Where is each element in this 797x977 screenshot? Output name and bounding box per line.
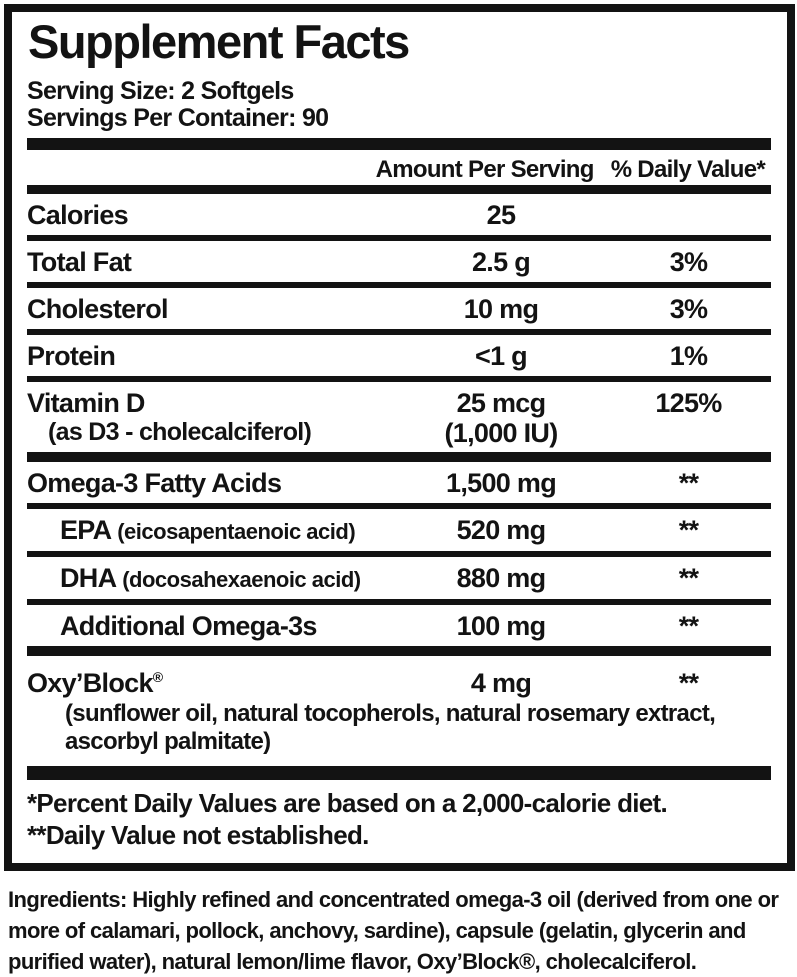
footnote-percent-dv: *Percent Daily Values are based on a 2,000-calorie diet. [27,787,668,818]
nutrient-amount: 2.5 g [471,246,531,277]
nutrient-name: Total Fat [27,246,132,277]
serving-size-line: Serving Size: 2 Softgels [27,76,294,105]
nutrient-daily-value: ** [678,562,699,593]
nutrient-amount: 880 mg [456,562,546,593]
serving-info [27,78,771,132]
nutrient-name-note: (eicosapentaenoic acid) [117,518,356,544]
row-oxyblock [27,656,771,703]
row-cholesterol [27,288,771,329]
amount-iu-note: (1,000 IU) [444,417,558,448]
nutrient-daily-value: 3% [669,246,708,277]
daily-value-column-header: % Daily Value* [610,155,765,183]
registered-trademark-symbol: ® [152,668,164,685]
row-total-fat [27,241,771,282]
nutrient-amount: 520 mg [456,514,546,545]
nutrient-amount: 100 mg [456,610,546,641]
nutrient-amount: 4 mg [470,667,532,698]
nutrient-name: Omega-3 Fatty Acids [27,467,282,498]
row-dha [27,557,771,599]
nutrient-name: Calories [27,199,128,230]
nutrient-amount: 1,500 mg [446,467,556,498]
nutrient-daily-value: ** [678,467,699,498]
nutrient-daily-value: ** [678,667,699,698]
nutrient-source-note: (sunflower oil, natural tocopherols, natural rosemary extract, ascorbyl palmitate) [65,699,716,755]
nutrient-source-note: (as D3 - cholecalciferol) [48,417,312,446]
nutrient-amount: 10 mg [463,293,539,324]
row-additional-omega-3s [27,605,771,646]
supplement-facts-panel [4,4,795,871]
nutrient-daily-value: ** [678,610,699,641]
divider [27,138,771,150]
nutrient-name: EPA (eicosapentaenoic acid) [60,514,356,545]
divider [27,452,771,462]
amount-column-header: Amount Per Serving [375,155,594,183]
nutrient-name: Vitamin D (as D3 - cholecalciferol) [27,388,396,446]
nutrient-amount: 25 [486,199,516,230]
nutrient-name: Cholesterol [27,293,168,324]
nutrient-daily-value: 1% [669,340,708,371]
divider [27,646,771,656]
column-headers [27,150,771,185]
row-protein [27,335,771,376]
nutrient-name-note: (docosahexaenoic acid) [122,566,361,592]
servings-per-container-line: Servings Per Container: 90 [27,103,329,132]
row-calories [27,194,771,235]
nutrient-amount: <1 g [475,340,527,371]
divider [27,766,771,780]
panel-title: Supplement Facts [28,15,409,68]
nutrient-name: Protein [27,340,116,371]
row-epa [27,509,771,551]
nutrient-name: Oxy’Block® [27,667,164,698]
nutrient-name: DHA (docosahexaenoic acid) [60,562,361,593]
nutrient-name: Additional Omega-3s [60,610,317,641]
nutrient-daily-value: 125% [655,387,722,418]
row-vitamin-d [27,382,771,452]
nutrient-amount: 25 mcg (1,000 IU) [396,388,606,448]
row-omega-3-fatty-acids [27,462,771,503]
nutrient-daily-value: ** [678,514,699,545]
footnotes [27,780,771,857]
nutrient-daily-value: 3% [669,293,708,324]
footnote-not-established: **Daily Value not established. [27,819,369,850]
ingredients-paragraph: Ingredients: Highly refined and concentrated omega-3 oil (derived from one or more of calamari, pollock, anchovy, sardine), capsule (gelatin, glycerin and purified water), natural lemon/lime flavor, Oxy’Block®, cholecalciferol. [8,886,779,974]
divider [27,185,771,194]
